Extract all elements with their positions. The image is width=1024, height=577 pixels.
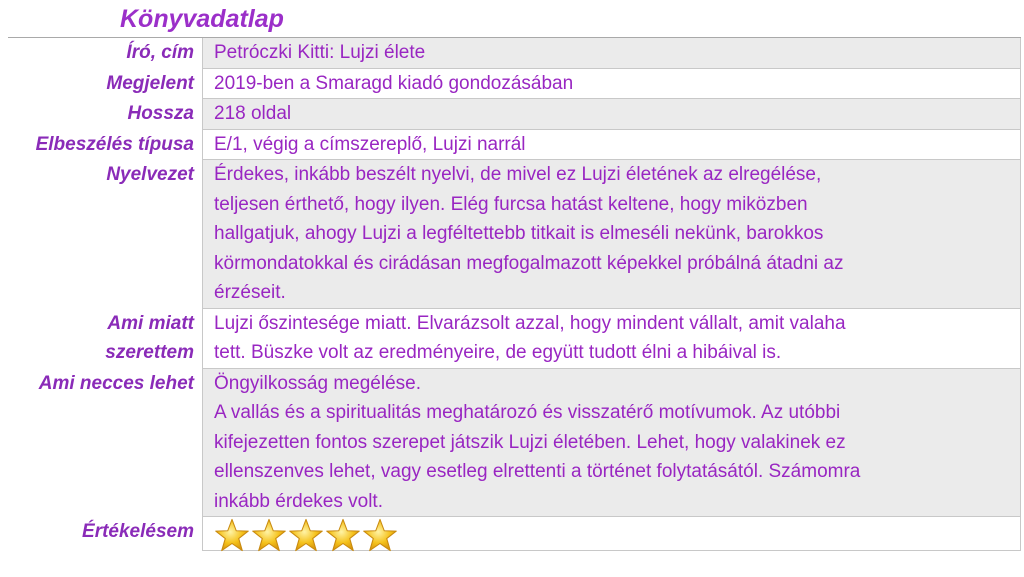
label-narration: Elbeszélés típusa	[8, 130, 202, 161]
row-sensitive	[8, 369, 1021, 518]
star-shape	[327, 519, 360, 550]
label-author-title: Író, cím	[8, 38, 202, 69]
row-length	[8, 99, 1021, 130]
row-why-liked	[8, 309, 1021, 369]
row-published	[8, 69, 1021, 100]
row-language	[8, 160, 1021, 309]
label-published: Megjelent	[8, 69, 202, 100]
value-length: 218 oldal	[202, 99, 1021, 130]
value-why-liked: Lujzi őszintesége miatt. Elvarázsolt azzal, hogy mindent vállalt, amit valaha tett. Büszke volt az eredményeire, de együtt tudott élni a hibáival is.	[202, 309, 1021, 369]
star-shape	[364, 519, 397, 550]
row-narration	[8, 130, 1021, 161]
star-shape	[216, 519, 249, 550]
page-title: Könyvadatlap	[120, 5, 284, 33]
label-rating: Értékelésem	[8, 517, 202, 551]
value-sensitive: Öngyilkosság megélése. A vallás és a spiritualitás meghatározó és visszatérő motívumok. Az utóbbi kifejezetten fontos szerepet játszik Lujzi életében. Lehet, hogy valakinek ez ellenszenves lehet, vagy esetleg elrettenti a történet folytatásától. Számomra inkább érdekes volt.	[202, 369, 1021, 518]
book-data-sheet	[8, 37, 1021, 551]
label-why-liked: Ami miatt szerettem	[8, 309, 202, 369]
rating-stars	[202, 517, 1021, 551]
row-rating	[8, 517, 1021, 551]
star-icon	[288, 518, 324, 552]
value-narration: E/1, végig a címszereplő, Lujzi narrál	[202, 130, 1021, 161]
value-author-title: Petróczki Kitti: Lujzi élete	[202, 38, 1021, 69]
star-icon	[214, 518, 250, 552]
label-length: Hossza	[8, 99, 202, 130]
value-language: Érdekes, inkább beszélt nyelvi, de mivel ez Lujzi életének az elregélése, teljesen érthető, hogy ilyen. Elég furcsa hatást keltene, hogy miközben hallgatjuk, ahogy Lujzi a legféltettebb titkait is elmeséli nekünk, barokkos körmondatokkal és cirádásan megfogalmazott képekkel próbálná átadni az érzéseit.	[202, 160, 1021, 309]
row-author-title	[8, 38, 1021, 69]
label-language: Nyelvezet	[8, 160, 202, 309]
star-shape	[253, 519, 286, 550]
star-shape	[290, 519, 323, 550]
star-icon	[251, 518, 287, 552]
value-published: 2019-ben a Smaragd kiadó gondozásában	[202, 69, 1021, 100]
star-icon	[325, 518, 361, 552]
star-icon	[362, 518, 398, 552]
label-sensitive: Ami necces lehet	[8, 369, 202, 518]
